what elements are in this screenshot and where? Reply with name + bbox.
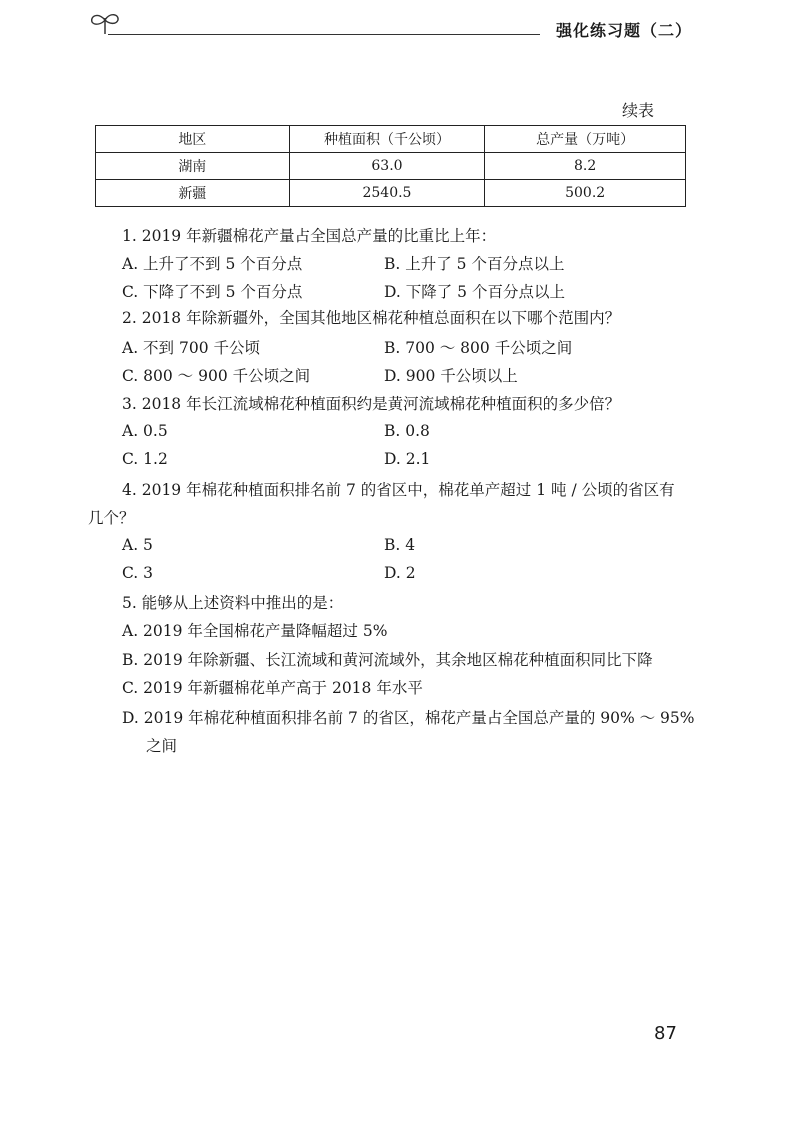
question-4-stem-continuation: 几个？ bbox=[88, 509, 135, 527]
question-2-option-a: A. 不到 700 千公顷 bbox=[122, 339, 260, 357]
page-number: 87 bbox=[654, 1023, 677, 1044]
question-4-option-b: B. 4 bbox=[384, 536, 416, 554]
question-1-option-c: C. 下降了不到 5 个百分点 bbox=[122, 283, 303, 301]
table-cell: 湖南 bbox=[96, 153, 290, 180]
question-3-option-c: C. 1.2 bbox=[122, 450, 168, 468]
column-header: 种植面积（千公顷） bbox=[289, 126, 485, 153]
table-cell: 500.2 bbox=[485, 180, 686, 207]
question-1-option-b: B. 上升了 5 个百分点以上 bbox=[384, 255, 565, 273]
sprout-icon bbox=[88, 10, 122, 36]
data-table bbox=[95, 125, 686, 207]
question-5-option-d: D. 2019 年棉花种植面积排名前 7 的省区，棉花产量占全国总产量的 90% ～ 95% bbox=[122, 709, 695, 727]
table-caption: 续表 bbox=[622, 101, 655, 120]
question-5-option-c: C. 2019 年新疆棉花单产高于 2018 年水平 bbox=[122, 679, 423, 697]
question-4-option-c: C. 3 bbox=[122, 564, 154, 582]
question-2-option-b: B. 700 ～ 800 千公顷之间 bbox=[384, 339, 573, 357]
table-cell: 2540.5 bbox=[289, 180, 485, 207]
question-3-stem: 3. 2018 年长江流域棉花种植面积约是黄河流域棉花种植面积的多少倍？ bbox=[122, 395, 621, 413]
question-3-option-b: B. 0.8 bbox=[384, 422, 430, 440]
question-5-stem: 5. 能够从上述资料中推出的是： bbox=[122, 594, 344, 612]
table-row bbox=[96, 153, 686, 180]
question-5-option-b: B. 2019 年除新疆、长江流域和黄河流域外，其余地区棉花种植面积同比下降 bbox=[122, 651, 653, 669]
table-header-row bbox=[96, 126, 686, 153]
question-4-option-d: D. 2 bbox=[384, 564, 416, 582]
column-header: 总产量（万吨） bbox=[485, 126, 686, 153]
header-rule bbox=[108, 34, 540, 35]
question-1-option-a: A. 上升了不到 5 个百分点 bbox=[122, 255, 303, 273]
question-2-option-c: C. 800 ～ 900 千公顷之间 bbox=[122, 367, 311, 385]
question-2-stem: 2. 2018 年除新疆外，全国其他地区棉花种植总面积在以下哪个范围内？ bbox=[122, 309, 621, 327]
question-1-option-d: D. 下降了 5 个百分点以上 bbox=[384, 283, 565, 301]
table-row bbox=[96, 180, 686, 207]
table-cell: 8.2 bbox=[485, 153, 686, 180]
section-title: 强化练习题（二） bbox=[556, 21, 693, 40]
column-header: 地区 bbox=[96, 126, 290, 153]
question-1-stem: 1. 2019 年新疆棉花产量占全国总产量的比重比上年： bbox=[122, 227, 497, 245]
question-3-option-d: D. 2.1 bbox=[384, 450, 431, 468]
table-cell: 新疆 bbox=[96, 180, 290, 207]
table-cell: 63.0 bbox=[289, 153, 485, 180]
question-3-option-a: A. 0.5 bbox=[122, 422, 168, 440]
question-5-option-a: A. 2019 年全国棉花产量降幅超过 5% bbox=[122, 622, 388, 640]
question-5-option-d-continuation: 之间 bbox=[146, 737, 178, 755]
page-header bbox=[0, 0, 800, 50]
question-4-stem: 4. 2019 年棉花种植面积排名前 7 的省区中，棉花单产超过 1 吨 / 公顷的省区有 bbox=[122, 481, 675, 499]
question-4-option-a: A. 5 bbox=[122, 536, 153, 554]
question-2-option-d: D. 900 千公顷以上 bbox=[384, 367, 518, 385]
